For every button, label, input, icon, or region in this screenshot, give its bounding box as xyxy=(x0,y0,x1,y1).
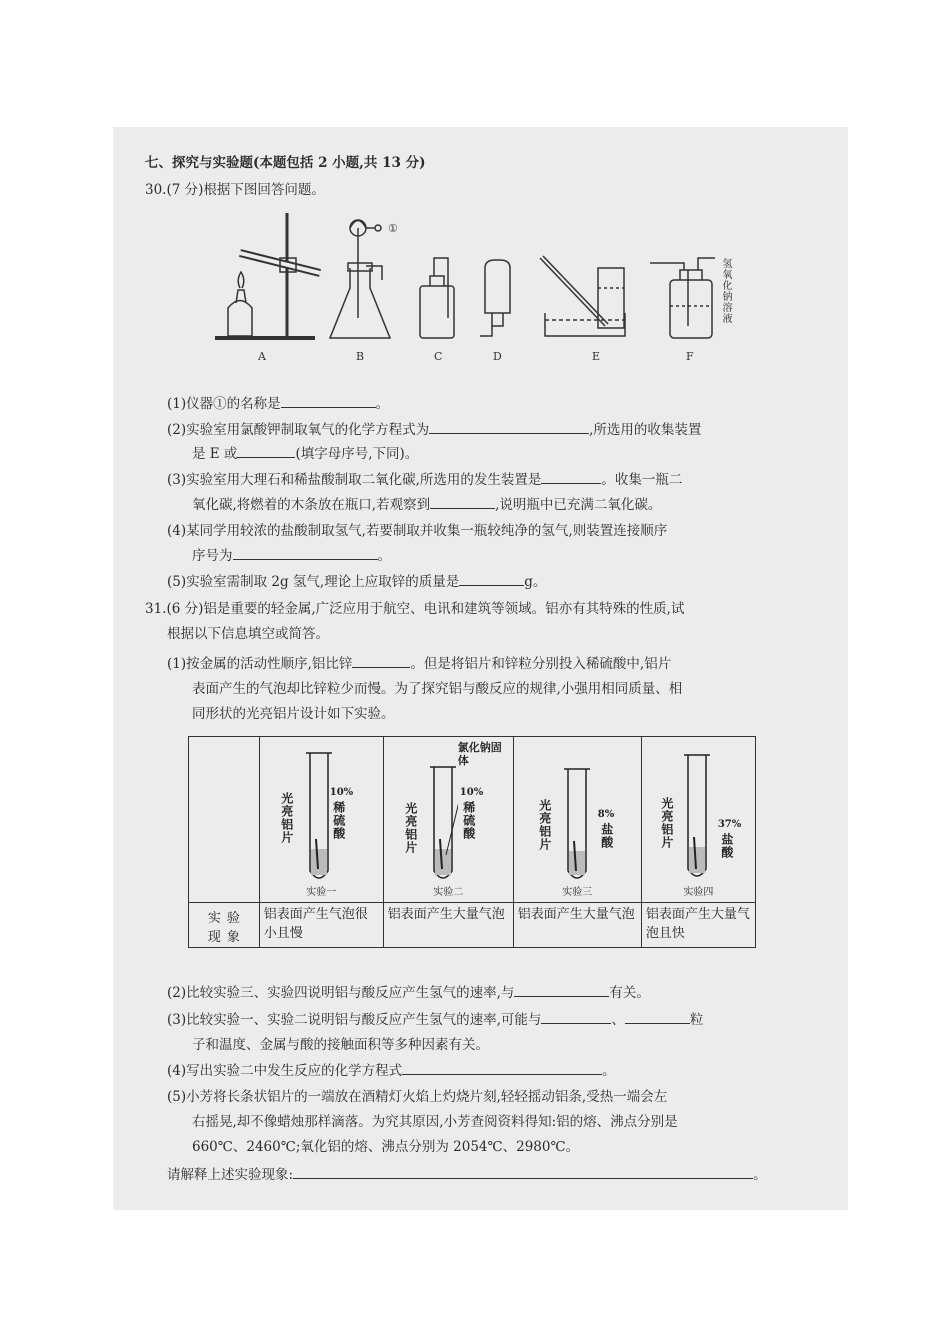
apparatus-diagram xyxy=(210,208,750,368)
q31-p3-blank2[interactable] xyxy=(625,1011,690,1024)
label-f: F xyxy=(686,350,694,363)
q31-p3-blank1[interactable] xyxy=(541,1011,611,1024)
q30-p3-mid: 。收集一瓶二 xyxy=(601,472,683,488)
label-a: A xyxy=(258,350,266,363)
section-title: 七、探究与实验题(本题包括 2 小题,共 13 分) xyxy=(145,155,426,171)
exp2-cell xyxy=(383,737,513,903)
apparatus-d xyxy=(480,260,510,336)
apparatus-e xyxy=(540,256,625,336)
q31-p6-text: 请解释上述实验现象: xyxy=(167,1167,294,1183)
exp4-acid: 盐酸 xyxy=(719,833,734,859)
exp1-cell xyxy=(259,737,383,903)
label-d: D xyxy=(493,350,502,363)
row-header: 实验现象 xyxy=(189,903,260,948)
q31-p1-line2: 表面产生的气泡却比锌粒少而慢。为了探究铝与酸反应的规律,小强用相同质量、相 xyxy=(192,681,683,697)
q31-p3-mid: 粒 xyxy=(689,1012,704,1028)
q31-p1-mid: 。但是将铝片和锌粒分别投入稀硫酸中,铝片 xyxy=(410,656,672,672)
q30-p1-end: 。 xyxy=(375,396,390,412)
exp2-acid: 稀硫酸 xyxy=(461,801,476,840)
q31-p6-blank[interactable] xyxy=(293,1166,753,1179)
exp3-pct: 8% xyxy=(597,809,615,820)
exp1-acid: 稀硫酸 xyxy=(331,801,346,840)
q30-stem: 30.(7 分)根据下图回答问题。 xyxy=(145,182,325,198)
label-b: B xyxy=(356,350,365,363)
q31-p5-line2: 右摇晃,却不像蜡烛那样滴落。为究其原因,小芳查阅资料得知:铝的熔、沸点分别是 xyxy=(192,1114,678,1130)
exp3-acid: 盐酸 xyxy=(599,823,614,849)
exp4-tube xyxy=(682,753,712,889)
exp1-al-label: 光亮铝片 xyxy=(279,792,294,844)
q31-stem-1: 31.(6 分)铝是重要的轻金属,广泛应用于航空、电讯和建筑等领域。铝亦有其特殊的性质,试 xyxy=(145,601,685,617)
exp3-tube xyxy=(562,767,592,891)
exp3-caption: 实验三 xyxy=(562,887,593,898)
exp2-caption: 实验二 xyxy=(433,887,464,898)
q31-p4-blank[interactable] xyxy=(402,1062,602,1075)
apparatus-f xyxy=(650,258,715,338)
q30-p3-blank2[interactable] xyxy=(430,496,495,509)
exp4-observation: 铝表面产生大量气泡且快 xyxy=(641,903,755,948)
q30-p3-line2: 氧化碳,将燃着的木条放在瓶口,若观察到 xyxy=(192,497,431,513)
exp1-pct: 10% xyxy=(329,787,354,798)
q31-p1-text: (1)按金属的活动性顺序,铝比锌 xyxy=(167,656,353,672)
q30-p2-blank1[interactable] xyxy=(429,421,589,434)
label-e: E xyxy=(592,350,601,363)
q30-p3-text: (3)实验室用大理石和稀盐酸制取二氧化碳,所选用的发生装置是 xyxy=(167,472,542,488)
exp2-tube xyxy=(428,765,458,891)
q31-p4-end: 。 xyxy=(602,1063,616,1079)
q31-p5-line1: (5)小芳将长条状铝片的一端放在酒精灯火焰上灼烧片刻,轻轻摇动铝条,受热一端会左 xyxy=(167,1089,668,1105)
q31-p2-blank[interactable] xyxy=(514,984,609,997)
exp1-observation: 铝表面产生气泡很小且慢 xyxy=(259,903,383,948)
q30-p2-text: (2)实验室用氯酸钾制取氧气的化学方程式为 xyxy=(167,422,430,438)
q30-p5-blank[interactable] xyxy=(459,573,524,586)
naoh-label: 氢氧化钠溶液 xyxy=(720,258,731,324)
q30-p4-end: 。 xyxy=(377,548,391,564)
q30-p4-blank[interactable] xyxy=(233,547,378,560)
q31-p3-line2: 子和温度、金属与酸的接触面积等多种因素有关。 xyxy=(192,1037,489,1053)
q30-p5-text: (5)实验室需制取 2g 氢气,理论上应取锌的质量是 xyxy=(167,574,460,590)
exp2-observation: 铝表面产生大量气泡 xyxy=(383,903,513,948)
q31-stem-2: 根据以下信息填空或简答。 xyxy=(167,626,329,642)
q30-p2-line2: 是 E 或 xyxy=(192,446,238,462)
q31-p2-end: 有关。 xyxy=(609,985,650,1001)
exp4-cell xyxy=(641,737,755,903)
q30-p2-mid: ,所选用的收集装置 xyxy=(589,422,702,438)
exp2-pct: 10% xyxy=(459,787,484,798)
apparatus-b xyxy=(330,220,390,338)
q31-p3-text: (3)比较实验一、实验二说明铝与酸反应产生氢气的速率,可能与 xyxy=(167,1012,542,1028)
q31-p3-sep: 、 xyxy=(611,1012,625,1028)
q30-p1-blank[interactable] xyxy=(281,395,376,408)
exp4-pct: 37% xyxy=(717,819,742,830)
apparatus-c xyxy=(420,258,454,338)
exp3-observation: 铝表面产生大量气泡 xyxy=(513,903,641,948)
exp2-al-label: 光亮铝片 xyxy=(403,802,418,854)
q31-p1-blank[interactable] xyxy=(352,655,410,668)
exp3-cell xyxy=(513,737,641,903)
q30-p1-text: (1)仪器①的名称是 xyxy=(167,396,281,412)
q30-p3-blank1[interactable] xyxy=(541,471,601,484)
q31-p4-text: (4)写出实验二中发生反应的化学方程式 xyxy=(167,1063,403,1079)
label-c: C xyxy=(434,350,443,363)
q31-p6-end: 。 xyxy=(753,1167,767,1183)
q30-p2-blank2[interactable] xyxy=(237,445,295,458)
table-corner xyxy=(189,737,260,903)
experiment-table xyxy=(188,736,756,948)
exp1-tube xyxy=(304,751,334,891)
apparatus-a xyxy=(215,213,320,338)
exp4-caption: 实验四 xyxy=(683,887,714,898)
q30-p5-end: g。 xyxy=(524,574,547,590)
exp2-extra: 氯化钠固体 xyxy=(457,741,502,767)
q30-p4-text: (4)某同学用较浓的盐酸制取氢气,若要制取并收集一瓶较纯净的氢气,则装置连接顺序 xyxy=(167,523,668,539)
q31-p1-line3: 同形状的光亮铝片设计如下实验。 xyxy=(192,706,395,722)
q30-p4-line2: 序号为 xyxy=(192,548,233,564)
q30-p3-end: ,说明瓶中已充满二氧化碳。 xyxy=(495,497,662,513)
q30-p2-end: (填字母序号,下同)。 xyxy=(295,446,419,462)
q31-p2-text: (2)比较实验三、实验四说明铝与酸反应产生氢气的速率,与 xyxy=(167,985,515,1001)
exp1-caption: 实验一 xyxy=(306,887,337,898)
exp3-al-label: 光亮铝片 xyxy=(537,799,552,851)
q31-p5-line3: 660℃、2460℃;氧化铝的熔、沸点分别为 2054℃、2980℃。 xyxy=(192,1139,580,1155)
exp4-al-label: 光亮铝片 xyxy=(659,797,674,849)
marker-1: ① xyxy=(388,222,398,235)
